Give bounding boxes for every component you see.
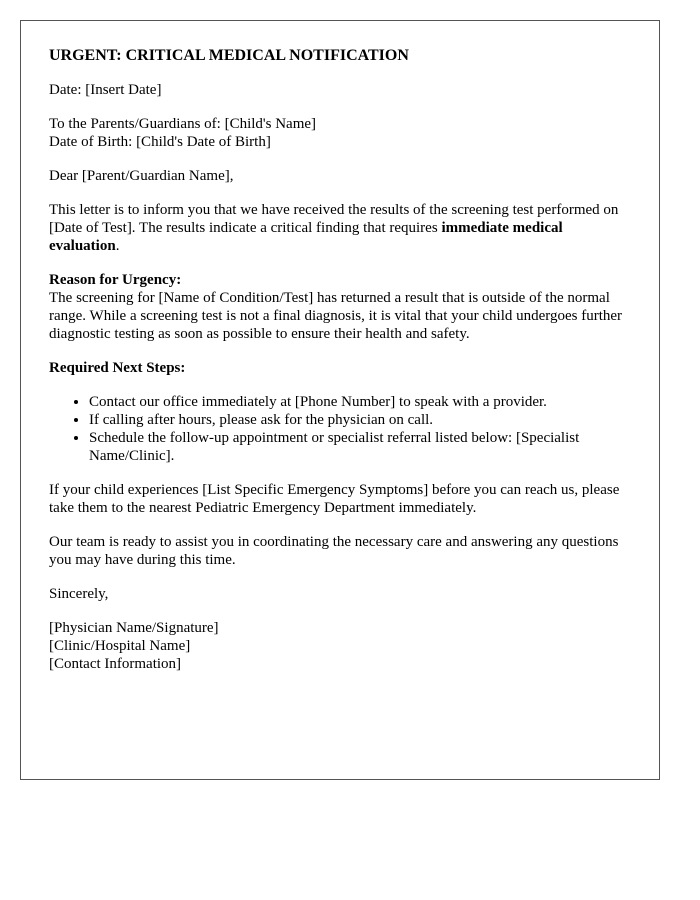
reason-section <box>49 271 631 343</box>
recipient-block <box>49 115 631 151</box>
signature-contact: [Contact Information] <box>49 656 182 672</box>
salutation: Dear [Parent/Guardian Name], <box>49 168 234 184</box>
letter-document <box>20 20 660 780</box>
closing: Sincerely, <box>49 586 109 602</box>
reason-heading: Reason for Urgency: <box>49 272 182 288</box>
next-steps-heading: Required Next Steps: <box>49 360 186 376</box>
recipient-line: To the Parents/Guardians of: [Child's Name] <box>49 116 317 132</box>
emergency-paragraph: If your child experiences [List Specific Emergency Symptoms] before you can reach us, please take them to the nearest Pediatric Emergency Department immediately. <box>49 482 620 516</box>
signature-clinic: [Clinic/Hospital Name] <box>49 638 191 654</box>
next-steps-list <box>49 393 631 465</box>
intro-emphasis: immediate medical evaluation <box>49 220 563 254</box>
date-line: Date: [Insert Date] <box>49 82 162 98</box>
signature-name: [Physician Name/Signature] <box>49 620 219 636</box>
list-item: • If calling after hours, please ask for the physician on call. <box>89 411 631 429</box>
dob-line: Date of Birth: [Child's Date of Birth] <box>49 134 271 150</box>
intro-text: This letter is to inform you that we have received the results of the screening test performed on [Date of Test]. The results indicate a critical finding that requires <box>49 202 619 236</box>
assist-paragraph: Our team is ready to assist you in coordinating the necessary care and answering any questions you may have during this time. <box>49 534 619 568</box>
intro-end: . <box>115 238 120 254</box>
list-item: • Schedule the follow-up appointment or specialist referral listed below: [Specialist Name/Clinic]. <box>89 429 631 465</box>
reason-text: The screening for [Name of Condition/Test] has returned a result that is outside of the normal range. While a screening test is not a final diagnosis, it is vital that your child undergoes further diagnostic testing as soon as possible to ensure their health and safety. <box>49 290 623 342</box>
intro-paragraph <box>49 201 631 255</box>
signature-block <box>49 619 631 673</box>
letter-title: URGENT: CRITICAL MEDICAL NOTIFICATION <box>49 47 409 64</box>
list-item: • Contact our office immediately at [Phone Number] to speak with a provider. <box>89 393 631 411</box>
